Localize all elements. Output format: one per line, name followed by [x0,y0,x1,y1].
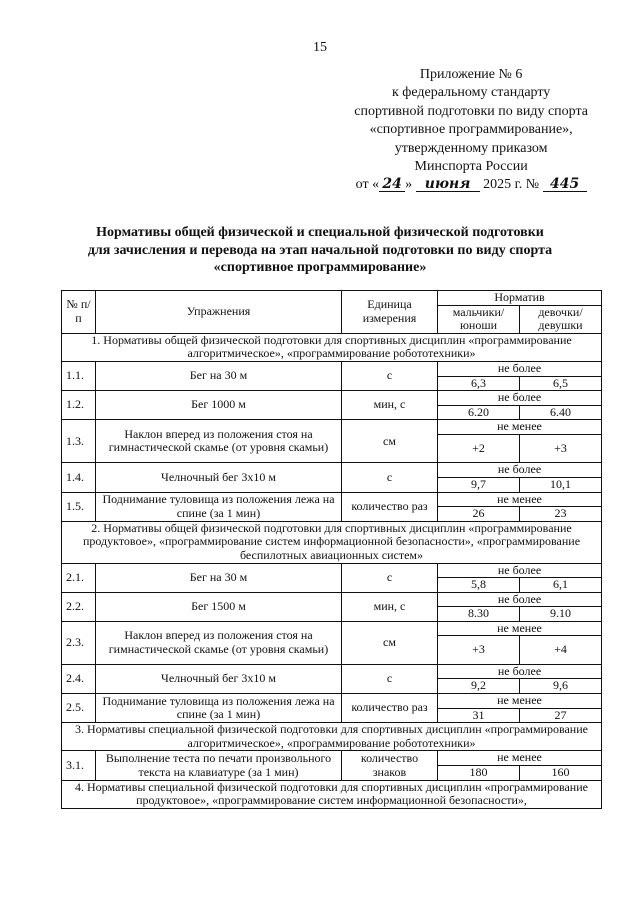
row-value-girls: 9,6 [520,679,602,694]
row-qualifier: не более [438,361,602,376]
page-number: 15 [313,40,327,55]
row-qualifier: не более [438,391,602,406]
row-exercise: Челночный бег 3х10 м [96,463,342,492]
order-mid: » [405,177,413,193]
row-value-boys: 180 [438,766,520,781]
section-row [62,521,602,563]
row-value-girls: 160 [520,766,602,781]
row-number: 2.2. [62,592,96,621]
row-exercise: Бег на 30 м [96,563,342,592]
row-value-girls: 6,5 [520,376,602,391]
row-value-girls: 23 [520,507,602,522]
row-unit: с [342,361,438,390]
row-unit: количество раз [342,492,438,521]
row-number: 1.1. [62,361,96,390]
order-month-handwritten: июня [416,177,480,192]
row-value-girls: 10,1 [520,477,602,492]
document-title [0,224,640,277]
row-value-girls: +4 [520,636,602,664]
table-row [62,492,602,507]
row-number: 1.5. [62,492,96,521]
row-value-girls: 9.10 [520,607,602,622]
row-value-boys: 5,8 [438,578,520,593]
row-unit: с [342,664,438,693]
header-num: № п/п [62,291,96,334]
row-qualifier: не более [438,592,602,607]
section-title: 1. Нормативы общей физической подготовки для спортивных дисциплин «программирование алгоритмическое», «программирование робототехники» [62,333,602,361]
row-qualifier: не менее [438,492,602,507]
row-qualifier: не более [438,563,602,578]
row-value-girls: 6.40 [520,405,602,420]
row-unit: см [342,420,438,463]
row-qualifier: не более [438,664,602,679]
row-value-boys: 8.30 [438,607,520,622]
table-row [62,694,602,709]
header-exercise: Упражнения [96,291,342,334]
table-row [62,361,602,376]
header-boys: мальчики/ юноши [438,305,520,333]
header-girls: девочки/ девушки [520,305,602,333]
norms-table [61,290,602,809]
appendix-line: Приложение № 6 [419,67,523,82]
row-unit: количество знаков [342,751,438,780]
row-exercise: Наклон вперед из положения стоя на гимнастической скамье (от уровня скамьи) [96,420,342,463]
title-line: «спортивное программирование» [213,260,427,275]
table-row [62,664,602,679]
row-qualifier: не менее [438,621,602,636]
row-value-girls: +3 [520,434,602,462]
row-unit: мин, с [342,592,438,621]
table-row [62,592,602,607]
table-header-row [62,291,602,306]
section-title: 4. Нормативы специальной физической подготовки для спортивных дисциплин «программирование продуктовое», «программирование систем информационной безопасности», [62,780,602,808]
table-row [62,463,602,478]
row-value-boys: 6,3 [438,376,520,391]
row-unit: с [342,563,438,592]
row-qualifier: не более [438,463,602,478]
row-unit: с [342,463,438,492]
section-row [62,723,602,751]
order-day-handwritten: 24 [379,177,405,192]
table-row [62,751,602,766]
table-row [62,563,602,578]
header-norm: Норматив [438,291,602,306]
appendix-block [354,66,588,195]
row-value-boys: +2 [438,434,520,462]
row-unit: мин, с [342,391,438,420]
row-value-girls: 27 [520,708,602,723]
appendix-line: утвержденному приказом [394,140,548,156]
appendix-line: к федеральному стандарту [391,85,551,101]
row-unit: количество раз [342,694,438,723]
row-value-boys: 26 [438,507,520,522]
row-exercise: Выполнение теста по печати произвольного текста на клавиатуре (за 1 мин) [96,751,342,780]
row-number: 2.5. [62,694,96,723]
row-value-boys: +3 [438,636,520,664]
section-row [62,333,602,361]
row-value-boys: 31 [438,708,520,723]
section-title: 3. Нормативы специальной физической подготовки для спортивных дисциплин «программирование алгоритмическое», «программирование робототехники» [62,723,602,751]
row-exercise: Бег 1500 м [96,592,342,621]
appendix-line: Минспорта России [414,159,528,175]
order-line [354,176,588,194]
row-exercise: Бег 1000 м [96,391,342,420]
row-number: 2.3. [62,621,96,664]
order-number-handwritten: 445 [543,177,587,192]
section-title: 2. Нормативы общей физической подготовки для спортивных дисциплин «программирование продуктовое», «программирование систем информационной безопасности», «программирование беспилотных авиационных систем» [62,521,602,563]
row-exercise: Поднимание туловища из положения лежа на спине (за 1 мин) [96,492,342,521]
row-exercise: Челночный бег 3х10 м [96,664,342,693]
appendix-line: спортивной подготовки по виду спорта [354,103,588,119]
row-number: 2.4. [62,664,96,693]
row-value-girls: 6,1 [520,578,602,593]
row-value-boys: 9,7 [438,477,520,492]
row-number: 3.1. [62,751,96,780]
row-unit: см [342,621,438,664]
row-qualifier: не менее [438,694,602,709]
section-row [62,780,602,808]
row-number: 1.4. [62,463,96,492]
table-row [62,420,602,435]
title-line: для зачисления и перевода на этап начальной подготовки по виду спорта [87,242,553,258]
row-exercise: Бег на 30 м [96,361,342,390]
order-prefix: от « [355,177,380,193]
title-line: Нормативы общей физической и специальной физической подготовки [96,225,544,240]
appendix-line: «спортивное программирование», [369,122,573,138]
row-qualifier: не менее [438,420,602,435]
row-number: 1.2. [62,391,96,420]
row-value-boys: 9,2 [438,679,520,694]
table-row [62,391,602,406]
header-unit: Единица измерения [342,291,438,334]
row-number: 1.3. [62,420,96,463]
row-number: 2.1. [62,563,96,592]
row-exercise: Наклон вперед из положения стоя на гимнастической скамье (от уровня скамьи) [96,621,342,664]
row-exercise: Поднимание туловища из положения лежа на спине (за 1 мин) [96,694,342,723]
table-row [62,621,602,636]
row-value-boys: 6.20 [438,405,520,420]
row-qualifier: не менее [438,751,602,766]
order-year-text: 2025 г. № [483,177,540,193]
